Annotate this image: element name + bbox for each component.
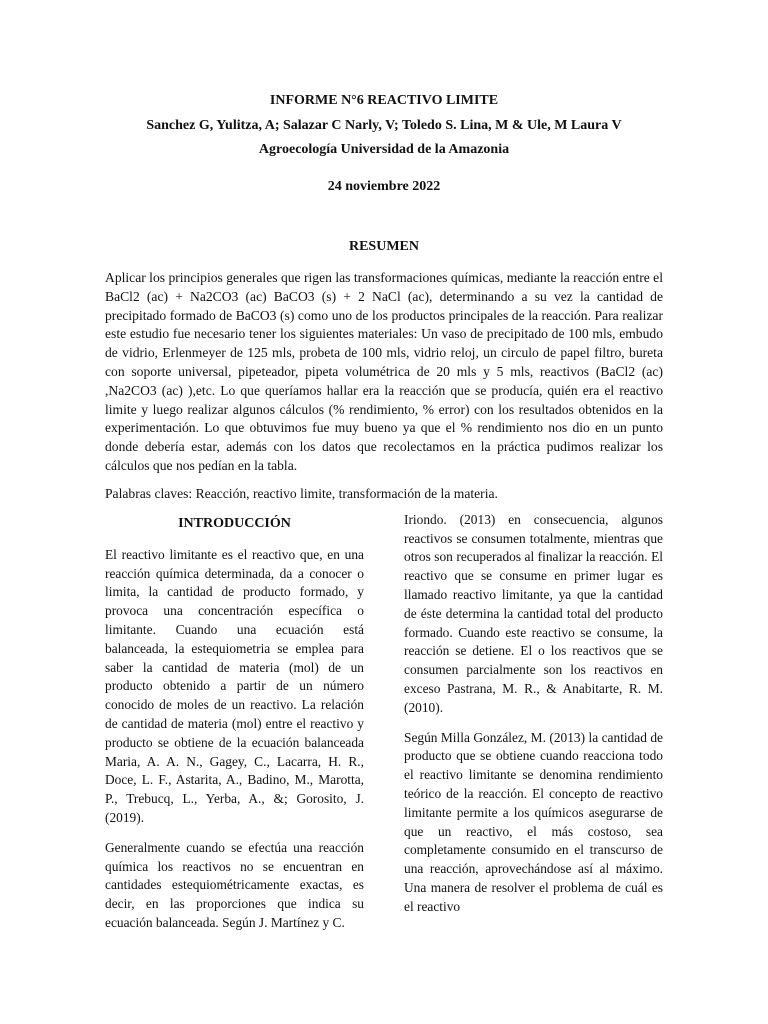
abstract-heading: RESUMEN: [348, 239, 419, 254]
left-column: [105, 511, 364, 944]
intro-paragraph-2: Generalmente cuando se efectúa una reacción química los reactivos no se encuentran en cantidades estequiométricamente exactas, es decir, en las proporciones que indica su ecuación balanceada. Según J. Martínez y C.: [105, 839, 364, 930]
introduction-heading: INTRODUCCIÓN: [178, 515, 291, 531]
affiliation: Agroecología Universidad de la Amazonia: [258, 142, 510, 157]
report-date: 24 noviembre 2022: [327, 179, 441, 194]
intro-paragraph-1: El reactivo limitante es el reactivo que, en una reacción química determinada, da a conocer o limita, la cantidad de producto formado, y provoca una concentración específica o limitante. Cuando una ecuación está balanceada, la estequiometria se emplea para saber la cantidad de materia (mol) de un producto obtenido a partir de un número conocido de moles de un reactivo. La relación de cantidad de materia (mol) entre el reactivo y producto se obtiene de la ecuación balanceada Maria, A. A. N., Gagey, C., Lacarra, H. R., Doce, L. F., Astarita, A., Badino, M., Marotta, P., Trebucq, L., Yerba, A., &; Gorosito, J. (2019).: [105, 546, 364, 825]
report-title: INFORME N°6 REACTIVO LIMITE: [269, 93, 499, 108]
right-column: [404, 511, 663, 944]
intro-paragraph-3: Iriondo. (2013) en consecuencia, algunos reactivos se consumen totalmente, mientras que otros son recuperados al finalizar la reacción. El reactivo que se consume en primer lugar es llamado reactivo limitante, ya que la cantidad de éste determina la cantidad total del producto formado. Cuando este reactivo se consume, la reacción se detiene. El o los reactivos que se consumen parcialmente son los reactivos en exceso Pastrana, M. R., & Anabitarte, R. M. (2010).: [404, 511, 663, 715]
author-list: Sanchez G, Yulitza, A; Salazar C Narly, V; Toledo S. Lina, M & Ule, M Laura V: [146, 118, 622, 133]
abstract-text: Aplicar los principios generales que rigen las transformaciones químicas, mediante la reacción entre el BaCl2 (ac) + Na2CO3 (ac) BaCO3 (s) + 2 NaCl (ac), determinando a su vez la cantidad de precipitado formado de BaCO3 (s) como uno de los productos principales de la reacción. Para realizar este estudio fue necesario tener los siguientes materiales: Un vaso de precipitado de 100 mls, embudo de vidrio, Erlenmeyer de 125 mls, probeta de 100 mls, vidrio reloj, un circulo de papel filtro, bureta con soporte universal, pipeteador, pipeta volumétrica de 20 mls y 5 mls, reactivos (BaCl2 (ac) ,Na2CO3 (ac) ),etc. Lo que queríamos hallar era la reacción que se producía, quién era el reactivo limite y luego realizar algunos cálculos (% rendimiento, % error) con los resultados obtenidos en la experimentación. Lo que obtuvimos fue muy bueno ya que el % rendimiento nos dio en un punto donde debería estar, además con los datos que recolectamos en la práctica pudimos realizar los cálculos que nos pedían en la tabla.: [105, 270, 663, 473]
intro-paragraph-4: Según Milla González, M. (2013) la cantidad de producto que se obtiene cuando reacciona todo el reactivo limitante se denomina rendimiento teórico de la reacción. El concepto de reactivo limitante permite a los químicos asegurarse de que un reactivo, el más costoso, sea completamente consumido en el transcurso de una reacción, aprovechándose así al máximo. Una manera de resolver el problema de cuál es el reactivo: [404, 729, 663, 914]
two-column-body: [105, 511, 663, 944]
keywords: Palabras claves: Reacción, reactivo limite, transformación de la materia.: [105, 485, 498, 501]
